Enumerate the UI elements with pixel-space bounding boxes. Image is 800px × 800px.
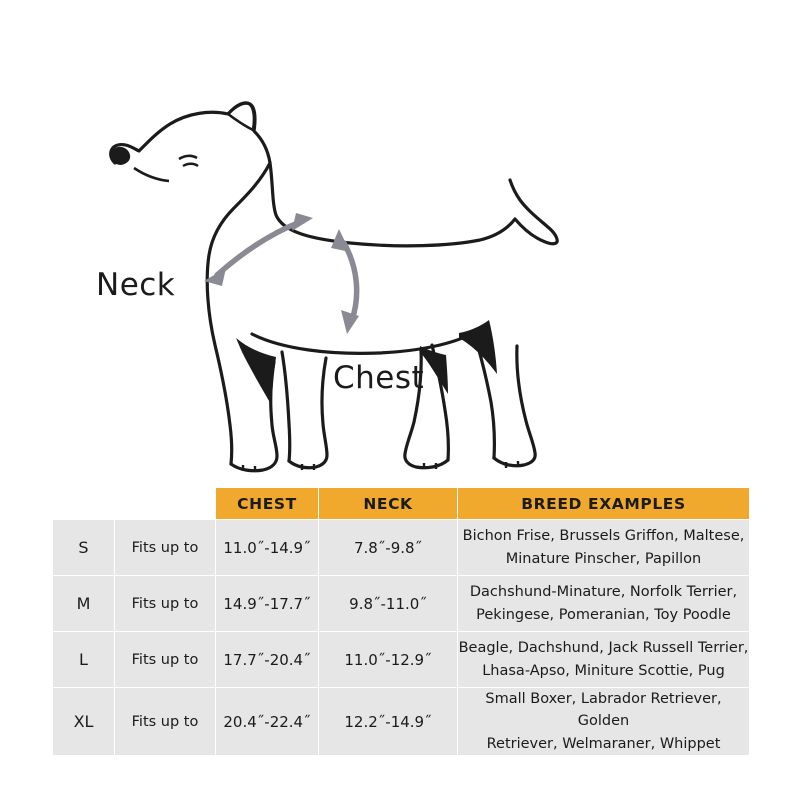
breed-line: Small Boxer, Labrador Retriever, Golden bbox=[485, 691, 722, 730]
cell-breed bbox=[458, 632, 750, 688]
table-header-row bbox=[53, 488, 750, 520]
ear-detail bbox=[228, 103, 254, 130]
header-size bbox=[53, 488, 115, 520]
cell-size: L bbox=[53, 632, 115, 688]
cell-fits: Fits up to bbox=[115, 576, 216, 632]
header-chest: CHEST bbox=[216, 488, 319, 520]
table-row bbox=[53, 632, 750, 688]
cell-neck: 9.8˝-11.0˝ bbox=[319, 576, 458, 632]
header-neck: NECK bbox=[319, 488, 458, 520]
cell-chest: 11.0˝-14.9˝ bbox=[216, 520, 319, 576]
cell-neck: 12.2˝-14.9˝ bbox=[319, 688, 458, 756]
breed-line: Pekingese, Pomeranian, Toy Poodle bbox=[476, 606, 731, 623]
table-row bbox=[53, 520, 750, 576]
table-row bbox=[53, 576, 750, 632]
chest-label: Chest bbox=[333, 360, 425, 396]
cell-neck: 7.8˝-9.8˝ bbox=[319, 520, 458, 576]
leg-shadow-rear bbox=[459, 320, 497, 374]
header-breed-examples: BREED EXAMPLES bbox=[458, 488, 750, 520]
mouth-detail bbox=[134, 168, 169, 181]
eye-detail-2 bbox=[183, 164, 198, 166]
size-chart-table bbox=[52, 487, 750, 756]
breed-line: Dachshund-Minature, Norfolk Terrier, bbox=[469, 584, 738, 601]
cell-chest: 17.7˝-20.4˝ bbox=[216, 632, 319, 688]
breed-line: Beagle, Dachshund, Jack Russell Terrier, bbox=[458, 640, 749, 657]
leg-shadow-rear-2 bbox=[420, 346, 448, 394]
eye-detail bbox=[179, 156, 197, 159]
cell-breed bbox=[458, 520, 750, 576]
breed-line: Minature Pinscher, Papillon bbox=[505, 550, 702, 567]
cell-size: XL bbox=[53, 688, 115, 756]
header-fits bbox=[115, 488, 216, 520]
cell-breed bbox=[458, 688, 750, 756]
cell-size: M bbox=[53, 576, 115, 632]
breed-line: Lhasa-Apso, Miniture Scottie, Pug bbox=[482, 662, 725, 679]
breed-line: Bichon Frise, Brussels Griffon, Maltese, bbox=[462, 528, 745, 545]
cell-chest: 20.4˝-22.4˝ bbox=[216, 688, 319, 756]
leg-shadow-front bbox=[236, 338, 276, 406]
cell-neck: 11.0˝-12.9˝ bbox=[319, 632, 458, 688]
cell-chest: 14.9˝-17.7˝ bbox=[216, 576, 319, 632]
breed-line: Retriever, Welmaraner, Whippet bbox=[486, 735, 721, 752]
cell-breed bbox=[458, 576, 750, 632]
cell-size: S bbox=[53, 520, 115, 576]
table-row bbox=[53, 688, 750, 756]
neck-label: Neck bbox=[96, 267, 176, 303]
cell-fits: Fits up to bbox=[115, 688, 216, 756]
cell-fits: Fits up to bbox=[115, 520, 216, 576]
cell-fits: Fits up to bbox=[115, 632, 216, 688]
